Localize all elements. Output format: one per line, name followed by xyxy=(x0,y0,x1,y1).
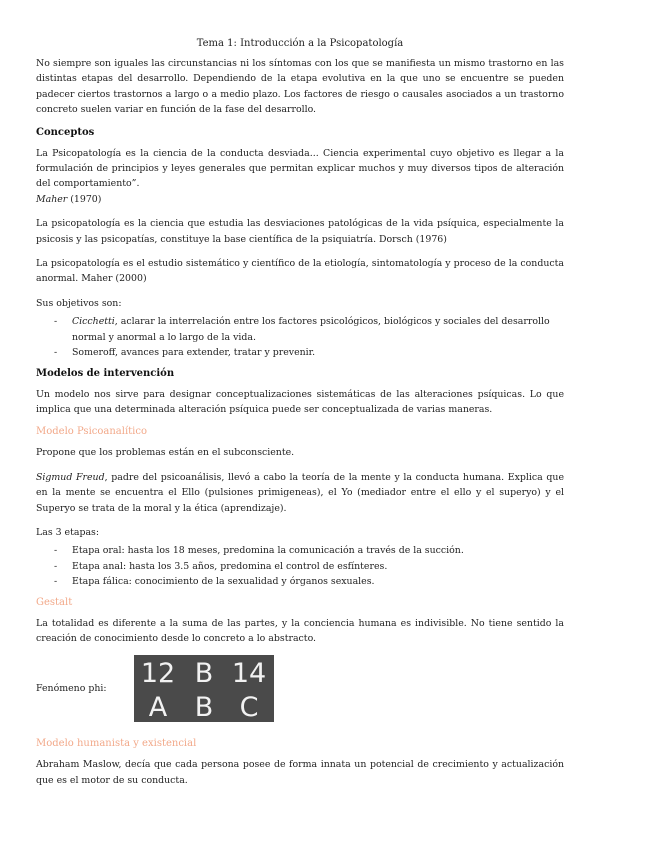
humanista-heading: Modelo humanista y existencial xyxy=(36,738,197,750)
phi-row xyxy=(36,655,564,722)
phi-bottom-3: C xyxy=(239,692,259,723)
etapas-label: Las 3 etapas: xyxy=(36,526,100,538)
conceptos-p1-text: La Psicopatología es la ciencia de la conducta desviada... Ciencia experimental cuyo objetivo es llegar a la formulación de principios y leyes generales que permitan explicar muchos y muy diversos tipos de alteración del comportamiento”. xyxy=(36,147,564,190)
phi-top-2: B xyxy=(194,658,214,690)
modelos-paragraph: Un modelo nos sirve para designar conceptualizaciones sistemáticas de las alteraciones psíquicas. Lo que implica que una determinada alteración psíquica puede ser conceptualizada de varias maneras. xyxy=(36,388,564,415)
document-page xyxy=(36,38,564,797)
conceptos-p1-author: Maher xyxy=(36,193,68,205)
conceptos-heading: Conceptos xyxy=(36,126,95,138)
gestalt-heading: Gestalt xyxy=(36,596,73,608)
intro-paragraph: No siempre son iguales las circunstancias ni los síntomas con los que se manifiesta un mismo trastorno en las distintas etapas del desarrollo. Dependiendo de la etapa evolutiva en la que uno se encuentre se pueden padecer ciertos trastornos a largo o a medio plazo. Los factores de riesgo o causales asociados a un trastorno concreto suelen variar en función de la fase del desarrollo. xyxy=(36,58,564,116)
phi-bottom-1: A xyxy=(148,692,168,723)
conceptos-p1-year: (1970) xyxy=(67,193,102,205)
objetivo-2-text: Someroff, avances para extender, tratar y prevenir. xyxy=(72,347,316,359)
phi-top-3: 14 xyxy=(231,658,267,690)
freud-text: , padre del psicoanálisis, llevó a cabo la teoría de la mente y la conducta humana. Explica que en la mente se encuentra el Ello (pulsiones primigeneas), el Yo (mediador entre el ello y el superyo) y el Superyo se trata de la moral y la ética (aprendizaje). xyxy=(36,471,565,514)
list-item: - Someroff, avances para extender, tratar y prevenir. xyxy=(54,347,316,359)
psicoanalitico-paragraph-1: Propone que los problemas están en el subconsciente. xyxy=(36,447,295,459)
phi-illusion-svg xyxy=(134,655,274,722)
conceptos-paragraph-2: La psicopatología es la ciencia que estudia las desviaciones patológicas de la vida psíquica, especialmente la psicosis y las psicopatías, constituye la base científica de la psiquiatría. Dorsch (1976) xyxy=(36,218,564,245)
document-title: Tema 1: Introducción a la Psicopatología xyxy=(196,38,404,49)
conceptos-paragraph-1 xyxy=(36,146,564,208)
gestalt-paragraph: La totalidad es diferente a la suma de las partes, y la conciencia humana es indivisible. No tiene sentido la creación de conocimiento desde lo concreto a lo abstracto. xyxy=(36,617,564,644)
phi-top-1: 12 xyxy=(140,658,176,690)
freud-author: Sigmud Freud xyxy=(36,471,105,483)
list-item: - Etapa anal: hasta los 3.5 años, predomina el control de esfínteres. xyxy=(54,560,388,572)
objetivo-1-text: , aclarar la interrelación entre los factores psicológicos, biológicos y sociales del desarrollo normal y anormal a lo largo de la vida. xyxy=(72,316,550,343)
conceptos-paragraph-3: La psicopatología es el estudio sistemático y científico de la etiología, sintomatología y proceso de la conducta anormal. Maher (2000) xyxy=(36,258,564,285)
phi-bottom-2: B xyxy=(194,692,214,723)
list-item: - Etapa fálica: conocimiento de la sexualidad y órganos sexuales. xyxy=(54,576,375,588)
phi-illusion-image xyxy=(134,655,274,722)
list-item: - Cicchetti, aclarar la interrelación entre los factores psicológicos, biológicos y sociales del desarrollo normal y anormal a lo largo de la vida. xyxy=(54,316,550,343)
etapas-list xyxy=(36,543,564,589)
psicoanalitico-paragraph-2 xyxy=(36,470,564,516)
psicoanalitico-heading: Modelo Psicoanalítico xyxy=(36,426,147,438)
phi-label: Fenómeno phi: xyxy=(36,683,107,695)
objetivos-list xyxy=(36,314,564,360)
objetivos-label: Sus objetivos son: xyxy=(36,297,122,309)
list-item: - Etapa oral: hasta los 18 meses, predomina la comunicación a través de la succión. xyxy=(54,545,464,557)
humanista-paragraph: Abraham Maslow, decía que cada persona posee de forma innata un potencial de crecimiento y actualización que es el motor de su conducta. xyxy=(36,759,564,786)
modelos-heading: Modelos de intervención xyxy=(36,367,175,379)
objetivo-1-author: Cicchetti xyxy=(72,316,115,328)
